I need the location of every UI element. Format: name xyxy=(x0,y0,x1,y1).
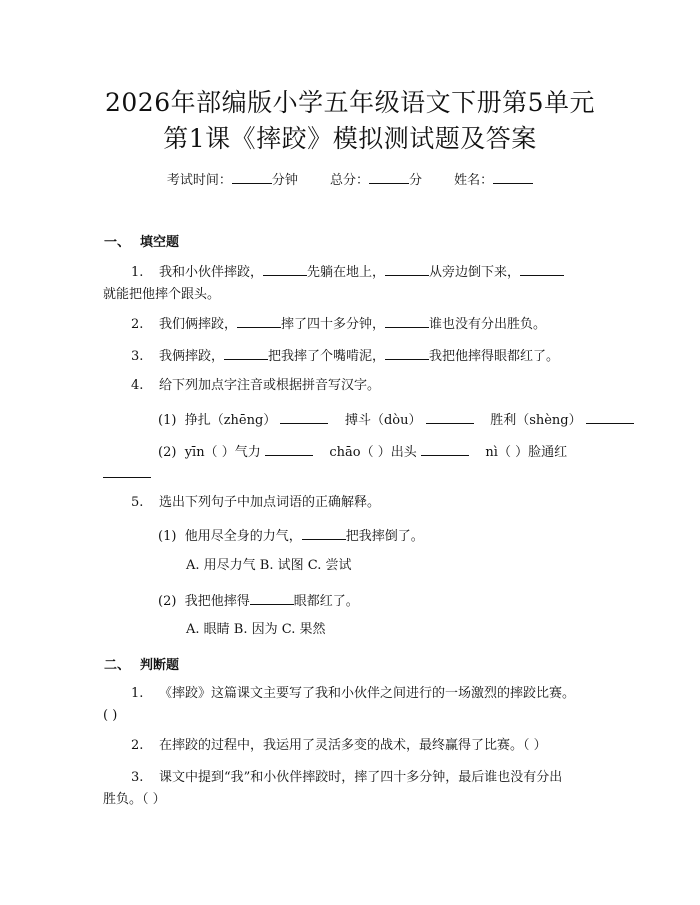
name-blank xyxy=(493,169,533,184)
question-1-4-row1: (1) 挣扎（zhēng） 搏斗（dòu） 胜利（shèng） xyxy=(158,408,634,431)
question-1-5-sub2-options: A. 眼睛 B. 因为 C. 果然 xyxy=(186,622,326,637)
answer-blank xyxy=(263,260,307,276)
answer-blank xyxy=(224,344,268,360)
question-2-2: 2. 在摔跤的过程中，我运用了灵活多变的战术，最终赢得了比赛。（ ） xyxy=(131,738,547,753)
score-blank xyxy=(369,169,409,184)
question-1-5-sub1: (1) 他用尽全身的力气， 把我摔倒了。 xyxy=(158,524,424,547)
answer-blank xyxy=(237,312,281,328)
question-1-4: 4. 给下列加点字注音或根据拼音写汉字。 xyxy=(131,378,381,393)
answer-blank xyxy=(385,344,429,360)
page-title-line1: 2026年部编版小学五年级语文下册第5单元 xyxy=(104,88,596,117)
answer-blank xyxy=(280,408,328,424)
question-1-4-row2-wrap xyxy=(103,462,151,485)
question-1-5: 5. 选出下列句子中加点词语的正确解释。 xyxy=(131,495,381,510)
answer-blank xyxy=(426,408,474,424)
answer-blank xyxy=(385,260,429,276)
exam-time-blank xyxy=(232,169,272,184)
answer-blank xyxy=(520,260,564,276)
answer-blank xyxy=(385,312,429,328)
answer-blank xyxy=(265,440,313,456)
page-title-line2: 第1课《摔跤》模拟测试题及答案 xyxy=(163,124,537,153)
question-1-1: 1. 我和小伙伴摔跤， 先躺在地上， 从旁边倒下来， 就能把他摔个跟头。 xyxy=(103,260,599,306)
question-1-5-sub2: (2) 我把他摔得 眼都红了。 xyxy=(158,589,359,612)
exam-meta xyxy=(0,169,700,188)
answer-blank xyxy=(586,408,634,424)
answer-blank xyxy=(302,524,346,540)
answer-blank xyxy=(250,589,294,605)
total-score: 总分： 分 xyxy=(330,173,422,188)
question-1-5-sub1-options: A. 用尽力气 B. 试图 C. 尝试 xyxy=(186,558,352,573)
answer-blank xyxy=(103,462,151,478)
question-1-2: 2. 我们俩摔跤， 摔了四十多分钟， 谁也没有分出胜负。 xyxy=(103,312,599,336)
question-1-4-row2: (2) yīn（ ）气力 chāo（ ）出头 nì（ ）脸通红 xyxy=(158,440,567,463)
question-2-3: 3. 课文中提到“我”和小伙伴摔跤时，摔了四十多分钟，最后谁也没有分出 胜负。（ ） xyxy=(103,770,563,807)
answer-blank xyxy=(421,440,469,456)
question-1-3: 3. 我俩摔跤， 把我摔了个嘴啃泥， 我把他摔得眼都红了。 xyxy=(103,344,599,368)
student-name: 姓名： xyxy=(454,173,533,188)
section-heading-fill-blank: 一、 填空题 xyxy=(104,235,180,250)
exam-time: 考试时间： 分钟 xyxy=(167,173,298,188)
section-heading-true-false: 二、 判断题 xyxy=(104,658,180,673)
question-2-1: 1. 《摔跤》这篇课文主要写了我和小伙伴之间进行的一场激烈的摔跤比赛。 ( ) xyxy=(103,686,576,723)
